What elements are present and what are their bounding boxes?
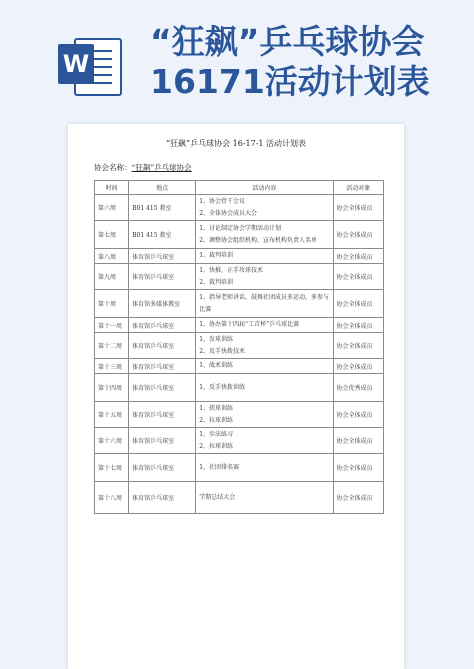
table-row xyxy=(95,221,384,249)
word-icon xyxy=(58,34,120,96)
cell-activities xyxy=(196,482,333,514)
cell-target: 协会全体成员 xyxy=(333,402,384,428)
cell-target: 协会优秀成员 xyxy=(333,374,384,402)
activity-item: 1、步法练习 xyxy=(199,430,234,438)
activity-item: 1、发球训练 xyxy=(199,335,234,343)
cell-week: 第十六周 xyxy=(95,428,129,454)
cell-target: 协会全体成员 xyxy=(333,264,384,290)
cell-activities xyxy=(196,333,333,359)
cell-activities xyxy=(196,428,333,454)
table-row xyxy=(95,359,384,374)
activity-item: 1、反手快拨训练 xyxy=(199,383,246,391)
activity-item: 2、拉球训练 xyxy=(199,416,234,424)
activity-item: 1、裁判培训 xyxy=(199,252,234,259)
table-row xyxy=(95,290,384,318)
cell-activities xyxy=(196,290,333,318)
cell-place: 体育馆多媒体教室 xyxy=(129,290,196,318)
cell-activities xyxy=(196,264,333,290)
cell-place: 体育馆乒乓球室 xyxy=(129,402,196,428)
cell-week: 第十四周 xyxy=(95,374,129,402)
cell-activities xyxy=(196,195,333,221)
table-row xyxy=(95,374,384,402)
table-row xyxy=(95,333,384,359)
cell-activities xyxy=(196,221,333,249)
cell-activities xyxy=(196,454,333,482)
cell-target: 协会全体成员 xyxy=(333,249,384,264)
header-content: 活动内容 xyxy=(196,181,333,195)
activity-item: 1、战术训练 xyxy=(199,362,234,369)
cell-week: 第七周 xyxy=(95,221,129,249)
cell-target: 协会全体成员 xyxy=(333,290,384,318)
cell-place: 体育馆乒乓球室 xyxy=(129,249,196,264)
activity-item: 1、协会骨干会议 xyxy=(199,197,246,205)
activity-item: 2、反手快拨技术 xyxy=(199,347,246,355)
cell-place: 体育馆乒乓球室 xyxy=(129,359,196,374)
cell-place: 体育馆乒乓球室 xyxy=(129,318,196,333)
table-row xyxy=(95,402,384,428)
activity-plan-table xyxy=(94,180,384,514)
cell-activities xyxy=(196,359,333,374)
cell-week: 第六周 xyxy=(95,195,129,221)
table-row xyxy=(95,428,384,454)
cell-place: 体育馆乒乓球室 xyxy=(129,333,196,359)
cell-week: 第十一周 xyxy=(95,318,129,333)
cell-target: 协会全体成员 xyxy=(333,359,384,374)
cell-place: 体育馆乒乓球室 xyxy=(129,374,196,402)
activity-item: 1、讨论制定协会学期活动计划 xyxy=(199,224,282,232)
document-page xyxy=(68,124,404,669)
cell-place: 体育馆乒乓球室 xyxy=(129,454,196,482)
activity-item: 1、社团排名赛 xyxy=(199,463,240,471)
header-time: 时间 xyxy=(95,181,129,195)
activity-item: 学期总结大会 xyxy=(199,493,236,501)
table-row xyxy=(95,195,384,221)
cell-place: B01 415 教室 xyxy=(129,195,196,221)
cell-place: 体育馆乒乓球室 xyxy=(129,264,196,290)
cell-week: 第八周 xyxy=(95,249,129,264)
banner-title: “狂飙”乒乓球协会16171活动计划表 xyxy=(150,22,430,101)
cell-week: 第十三周 xyxy=(95,359,129,374)
association-line xyxy=(94,162,192,173)
cell-week: 第十八周 xyxy=(95,482,129,514)
cell-place: 体育馆乒乓球室 xyxy=(129,482,196,514)
activity-item: 2、裁判培训 xyxy=(199,278,234,286)
cell-activities xyxy=(196,249,333,264)
activity-item: 1、搓球训练 xyxy=(199,404,234,412)
activity-item: 1、快推，正手攻球技术 xyxy=(199,266,264,274)
cell-target: 协会全体成员 xyxy=(333,482,384,514)
cell-place: B01 415 教室 xyxy=(129,221,196,249)
header-place: 地点 xyxy=(129,181,196,195)
document-title: “狂飙”乒乓球协会 16-17-1 活动计划表 xyxy=(165,139,307,148)
banner xyxy=(0,0,474,120)
cell-target: 协会全体成员 xyxy=(333,454,384,482)
word-icon-letter: W xyxy=(58,44,94,84)
cell-place: 体育馆乒乓球室 xyxy=(129,428,196,454)
table-header-row xyxy=(95,181,384,195)
table-row xyxy=(95,454,384,482)
cell-activities xyxy=(196,374,333,402)
cell-activities xyxy=(196,318,333,333)
table-row xyxy=(95,264,384,290)
cell-activities xyxy=(196,402,333,428)
cell-week: 第十七周 xyxy=(95,454,129,482)
cell-target: 协会全体成员 xyxy=(333,221,384,249)
activity-item: 2、拉球训练 xyxy=(199,442,234,450)
cell-target: 协会全体成员 xyxy=(333,428,384,454)
cell-week: 第十二周 xyxy=(95,333,129,359)
cell-target: 协会全体成员 xyxy=(333,318,384,333)
activity-item: 2、调整协会组织机构、宣布机构负责人名单 xyxy=(199,236,318,244)
activity-item: 2、全体协会成员大会 xyxy=(199,209,258,217)
activity-item: 1、指导老师讲话，鼓舞社团成员多运动，多参与比赛 xyxy=(199,293,330,313)
cell-target: 协会全体成员 xyxy=(333,333,384,359)
cell-week: 第九周 xyxy=(95,264,129,290)
table-row xyxy=(95,318,384,333)
association-name: “狂飙”乒乓球协会 xyxy=(131,163,192,172)
cell-week: 第十五周 xyxy=(95,402,129,428)
cell-target: 协会全体成员 xyxy=(333,195,384,221)
cell-week: 第十周 xyxy=(95,290,129,318)
activity-item: 1、协办第十四届“工青杯”乒乓球比赛 xyxy=(199,321,300,328)
header-target: 活动对象 xyxy=(333,181,384,195)
table-row xyxy=(95,249,384,264)
table-row xyxy=(95,482,384,514)
association-label: 协会名称： xyxy=(94,163,132,172)
